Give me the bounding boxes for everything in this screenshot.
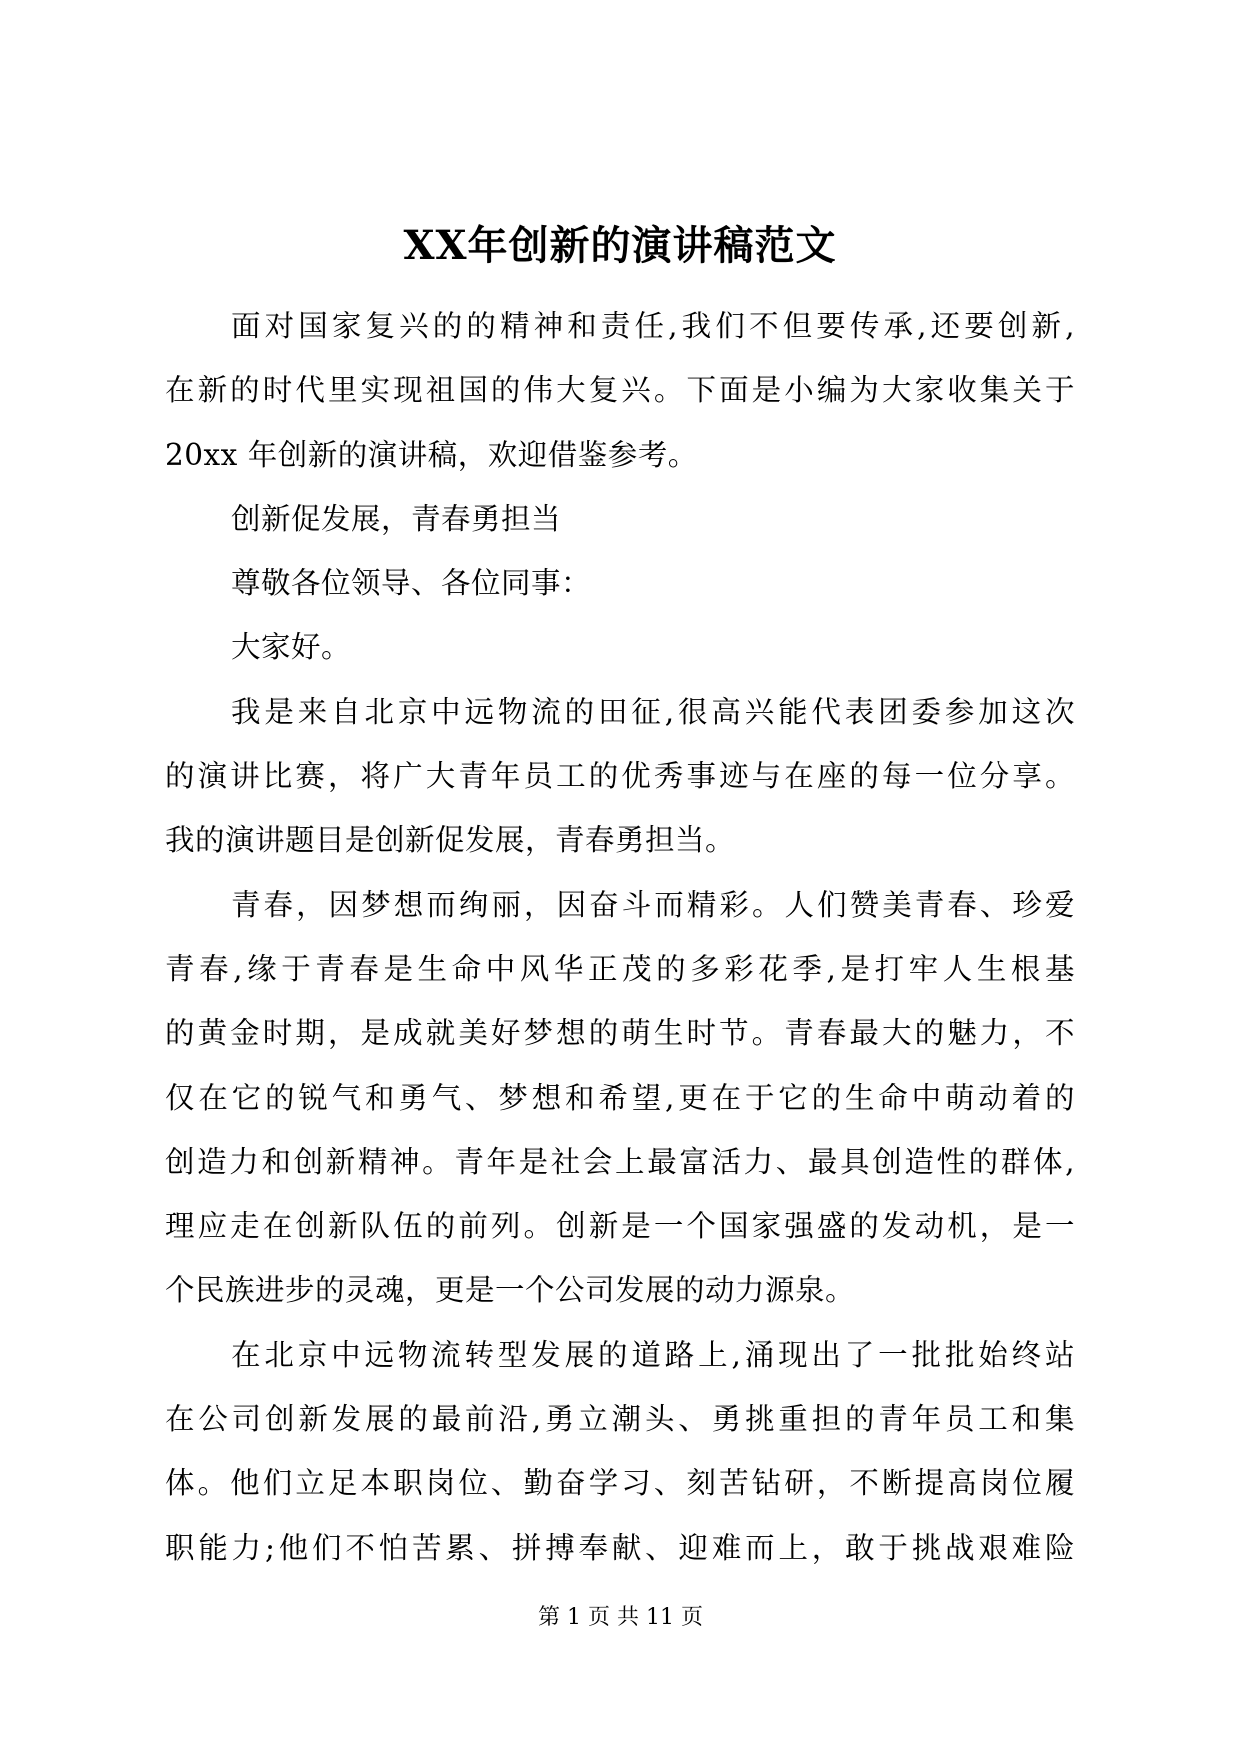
text-line: 创新促发展，青春勇担当	[231, 501, 562, 536]
text-line: 我的演讲题目是创新促发展，青春勇担当。	[165, 823, 736, 858]
text-line: 青春，因梦想而绚丽，因奋斗而精彩。人们赞美青春、珍爱	[231, 887, 1075, 922]
text-line: 在公司创新发展的最前沿,勇立潮头、勇挑重担的青年员工和集	[165, 1402, 1075, 1437]
text-line: 理应走在创新队伍的前列。创新是一个国家强盛的发动机，是一	[165, 1209, 1075, 1244]
text-line: 体。他们立足本职岗位、勤奋学习、刻苦钻研，不断提高岗位履	[165, 1466, 1075, 1501]
text-line: 仅在它的锐气和勇气、梦想和希望,更在于它的生命中萌动着的	[165, 1080, 1075, 1115]
document-title: XX年创新的演讲稿范文	[403, 222, 837, 269]
text-line: 面对国家复兴的的精神和责任,我们不但要传承,还要创新,	[231, 309, 1075, 343]
text-line: 大家好。	[231, 630, 352, 665]
text-line: 创造力和创新精神。青年是社会上最富活力、最具创造性的群体,	[165, 1144, 1075, 1179]
text-line: 的黄金时期，是成就美好梦想的萌生时节。青春最大的魅力，不	[165, 1016, 1075, 1051]
document-body	[165, 294, 1075, 1580]
text-line: 我是来自北京中远物流的田征,很高兴能代表团委参加这次	[231, 694, 1075, 729]
text-line: 职能力;他们不怕苦累、拼搏奉献、迎难而上，敢于挑战艰难险	[165, 1530, 1075, 1565]
text-line: 在新的时代里实现祖国的伟大复兴。下面是小编为大家收集关于	[165, 373, 1075, 408]
text-line: 20xx 年创新的演讲稿，欢迎借鉴参考。	[165, 437, 698, 472]
text-line: 青春,缘于青春是生命中风华正茂的多彩花季,是打牢人生根基	[165, 951, 1075, 986]
text-line: 的演讲比赛，将广大青年员工的优秀事迹与在座的每一位分享。	[165, 759, 1075, 794]
text-line: 在北京中远物流转型发展的道路上,涌现出了一批批始终站	[231, 1337, 1075, 1372]
text-line: 尊敬各位领导、各位同事：	[231, 566, 592, 601]
text-line: 个民族进步的灵魂，更是一个公司发展的动力源泉。	[165, 1273, 856, 1308]
page-footer: 第 1 页 共 11 页	[538, 1605, 703, 1630]
